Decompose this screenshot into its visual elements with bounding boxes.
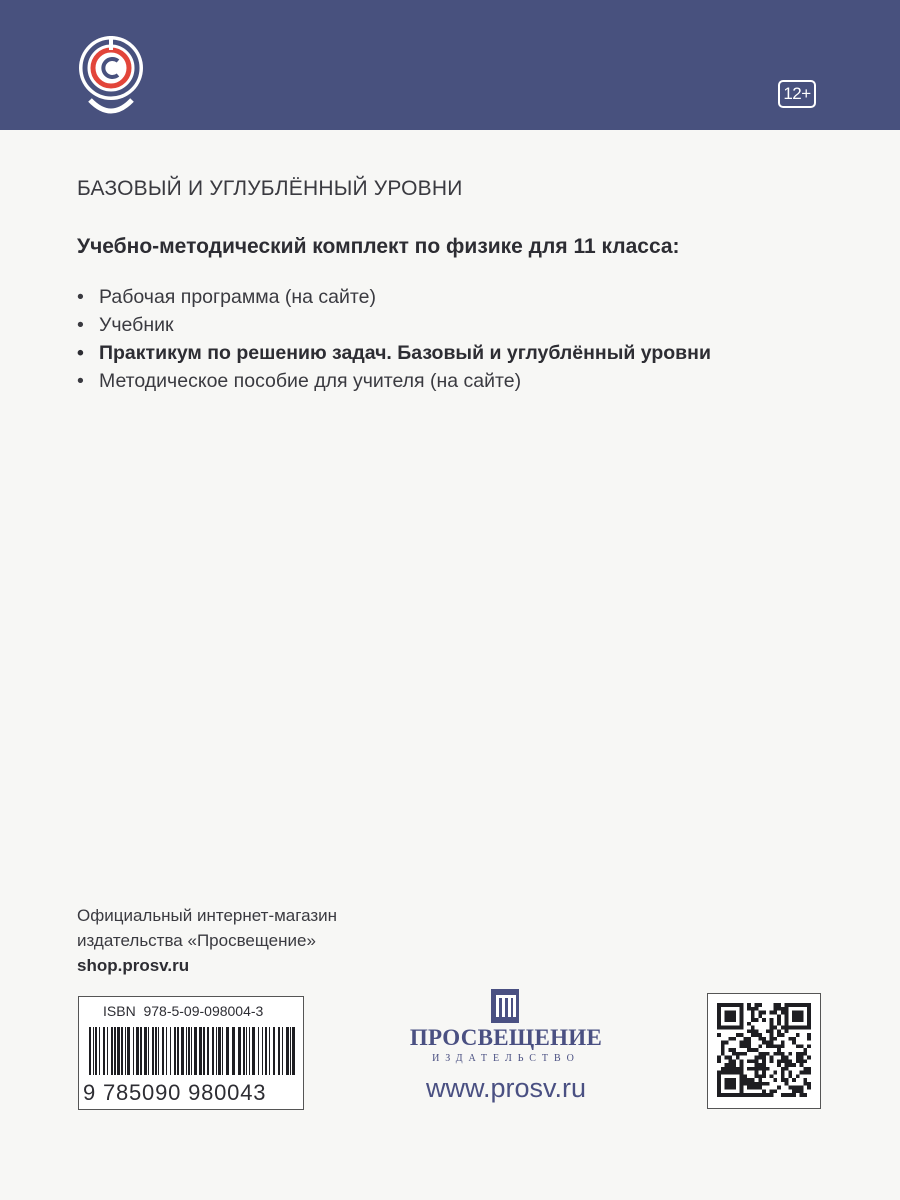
qr-code-icon[interactable] (717, 1003, 811, 1097)
publisher-site-link[interactable]: www.prosv.ru (425, 1073, 587, 1103)
publisher-subtitle: ИЗДАТЕЛЬСТВО (432, 1053, 580, 1064)
isbn-label: ISBN 978-5-09-098004-3 (103, 1003, 264, 1019)
top-color-band (0, 0, 900, 130)
kit-item (77, 283, 711, 311)
ean-digits: 9 785090 980043 (83, 1080, 267, 1105)
publisher-block (405, 985, 605, 1110)
bullet: • (77, 342, 84, 364)
shop-line-2: издательства «Просвещение» (77, 931, 316, 950)
qr-code-box (707, 993, 821, 1109)
education-level: БАЗОВЫЙ И УГЛУБЛЁННЫЙ УРОВНИ (77, 177, 463, 200)
kit-item-label: Методическое пособие для учителя (на сайте) (99, 370, 522, 392)
kit-item-current (77, 339, 711, 367)
kit-title: Учебно-методический комплект по физике для 11 класса: (77, 235, 680, 258)
kit-item-label: Рабочая программа (на сайте) (99, 286, 376, 308)
kit-item-label: Практикум по решению задач. Базовый и углублённый уровни (99, 342, 711, 364)
barcode-icon (89, 1027, 295, 1087)
spiral-c-logo-icon (76, 30, 146, 118)
isbn-barcode-box (78, 996, 304, 1110)
kit-item-label: Учебник (99, 314, 174, 336)
kit-list (77, 283, 711, 395)
bullet: • (77, 370, 84, 392)
publisher-name: ПРОСВЕЩЕНИЕ (409, 1025, 603, 1050)
shop-url-link[interactable]: shop.prosv.ru (77, 956, 190, 975)
bullet: • (77, 314, 84, 336)
age-rating-badge: 12+ (778, 80, 816, 108)
shop-info (77, 903, 337, 978)
bullet: • (77, 286, 84, 308)
kit-item (77, 311, 711, 339)
publisher-mark-icon (489, 985, 521, 1025)
shop-line-1: Официальный интернет-магазин (77, 906, 338, 925)
kit-item (77, 367, 711, 395)
